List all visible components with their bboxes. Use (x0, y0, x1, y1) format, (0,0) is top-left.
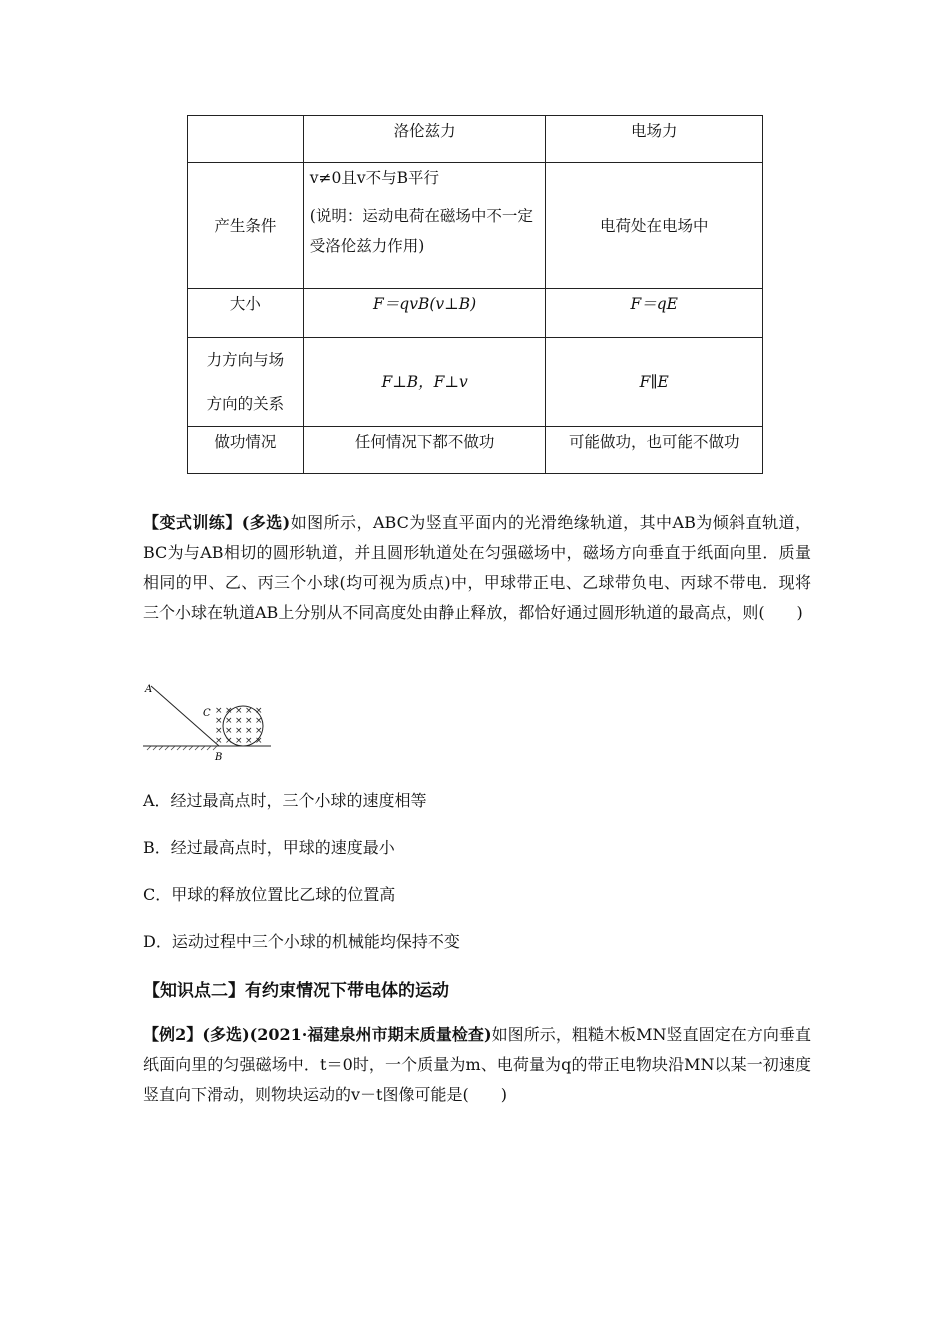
condition-lorentz-text: v≠0且v不与B平行 (309, 169, 440, 187)
direction-electric-cell: F∥E (546, 338, 763, 427)
svg-text:×: × (235, 716, 243, 726)
table-row-condition (188, 163, 763, 289)
svg-text:×: × (255, 726, 263, 736)
table-row-magnitude (188, 289, 763, 338)
svg-text:×: × (215, 726, 223, 736)
svg-text:×: × (215, 706, 223, 716)
exercise-text: 如图所示，ABC为竖直平面内的光滑绝缘轨道，其中AB为倾斜直轨道，BC为与AB相切的圆形轨道，并且圆形轨道处在匀强磁场中，磁场方向垂直于纸面向里．质量相同的甲、乙、丙三个小球(均可视为质点)中，甲球带正电、乙球带负电、丙球不带电．现将三个小球在轨道AB上分别从不同高度处由静止释放，都恰好通过圆形轨道的最高点，则( ) (143, 513, 811, 622)
exercise-tag: 【变式训练】(多选) (143, 513, 291, 532)
svg-text:×: × (225, 736, 233, 746)
direction-lorentz-cell: F⊥B，F⊥v (303, 338, 546, 427)
example-text: 如图所示，粗糙木板MN竖直固定在方向垂直纸面向里的匀强磁场中．t＝0时，一个质量为m、电荷量为q的带正电物块沿MN以某一初速度竖直向下滑动，则物块运动的v－t图像可能是( ) (143, 1025, 811, 1104)
table-header-lorentz: 洛伦兹力 (303, 116, 546, 163)
condition-electric-cell: 电荷处在电场中 (546, 163, 763, 289)
track-figure (143, 680, 283, 766)
work-electric-cell: 可能做功，也可能不做功 (546, 427, 763, 474)
svg-text:×: × (245, 716, 253, 726)
comparison-table (187, 115, 763, 474)
row-label-work: 做功情况 (188, 427, 304, 474)
table-header-row (188, 116, 763, 163)
label-b: B (215, 752, 223, 763)
svg-text:×: × (225, 726, 233, 736)
example-paragraph (143, 1020, 811, 1110)
svg-text:×: × (215, 736, 223, 746)
section-heading: 【知识点二】有约束情况下带电体的运动 (143, 981, 449, 1001)
example-tag: 【例2】(多选)(2021·福建泉州市期末质量检查) (143, 1025, 492, 1044)
row-label-magnitude: 大小 (188, 289, 304, 338)
magnitude-lorentz-cell: F＝qvB(v⊥B) (303, 289, 546, 338)
svg-text:×: × (235, 726, 243, 736)
row-label-direction-line1: 力方向与场 (206, 351, 285, 369)
svg-text:×: × (235, 736, 243, 746)
svg-text:×: × (215, 716, 223, 726)
ground-hatching (147, 746, 217, 750)
magnetic-field-crosses (215, 706, 263, 746)
label-c: C (203, 708, 211, 719)
magnitude-electric-cell: F＝qE (546, 289, 763, 338)
condition-lorentz-note: (说明：运动电荷在磁场中不一定受洛伦兹力作用) (309, 207, 533, 255)
svg-text:×: × (225, 716, 233, 726)
svg-text:×: × (255, 716, 263, 726)
table-header-electric: 电场力 (546, 116, 763, 163)
svg-text:×: × (255, 736, 263, 746)
option-c: C．甲球的释放位置比乙球的位置高 (143, 885, 396, 904)
svg-text:×: × (245, 736, 253, 746)
condition-lorentz-cell (303, 163, 546, 289)
table-row-work (188, 427, 763, 474)
table-header-empty (188, 116, 304, 163)
table-row-direction (188, 338, 763, 427)
row-label-condition: 产生条件 (188, 163, 304, 289)
row-label-direction-line2: 方向的关系 (206, 395, 285, 413)
svg-text:×: × (255, 706, 263, 716)
option-b: B．经过最高点时，甲球的速度最小 (143, 838, 395, 857)
label-a: A (145, 684, 153, 695)
svg-text:×: × (235, 706, 243, 716)
exercise-paragraph (143, 508, 811, 628)
svg-text:×: × (245, 726, 253, 736)
work-lorentz-cell: 任何情况下都不做功 (303, 427, 546, 474)
row-label-direction (188, 338, 304, 427)
option-a: A．经过最高点时，三个小球的速度相等 (143, 791, 427, 810)
option-d: D．运动过程中三个小球的机械能均保持不变 (143, 932, 460, 951)
svg-text:×: × (225, 706, 233, 716)
svg-text:×: × (245, 706, 253, 716)
